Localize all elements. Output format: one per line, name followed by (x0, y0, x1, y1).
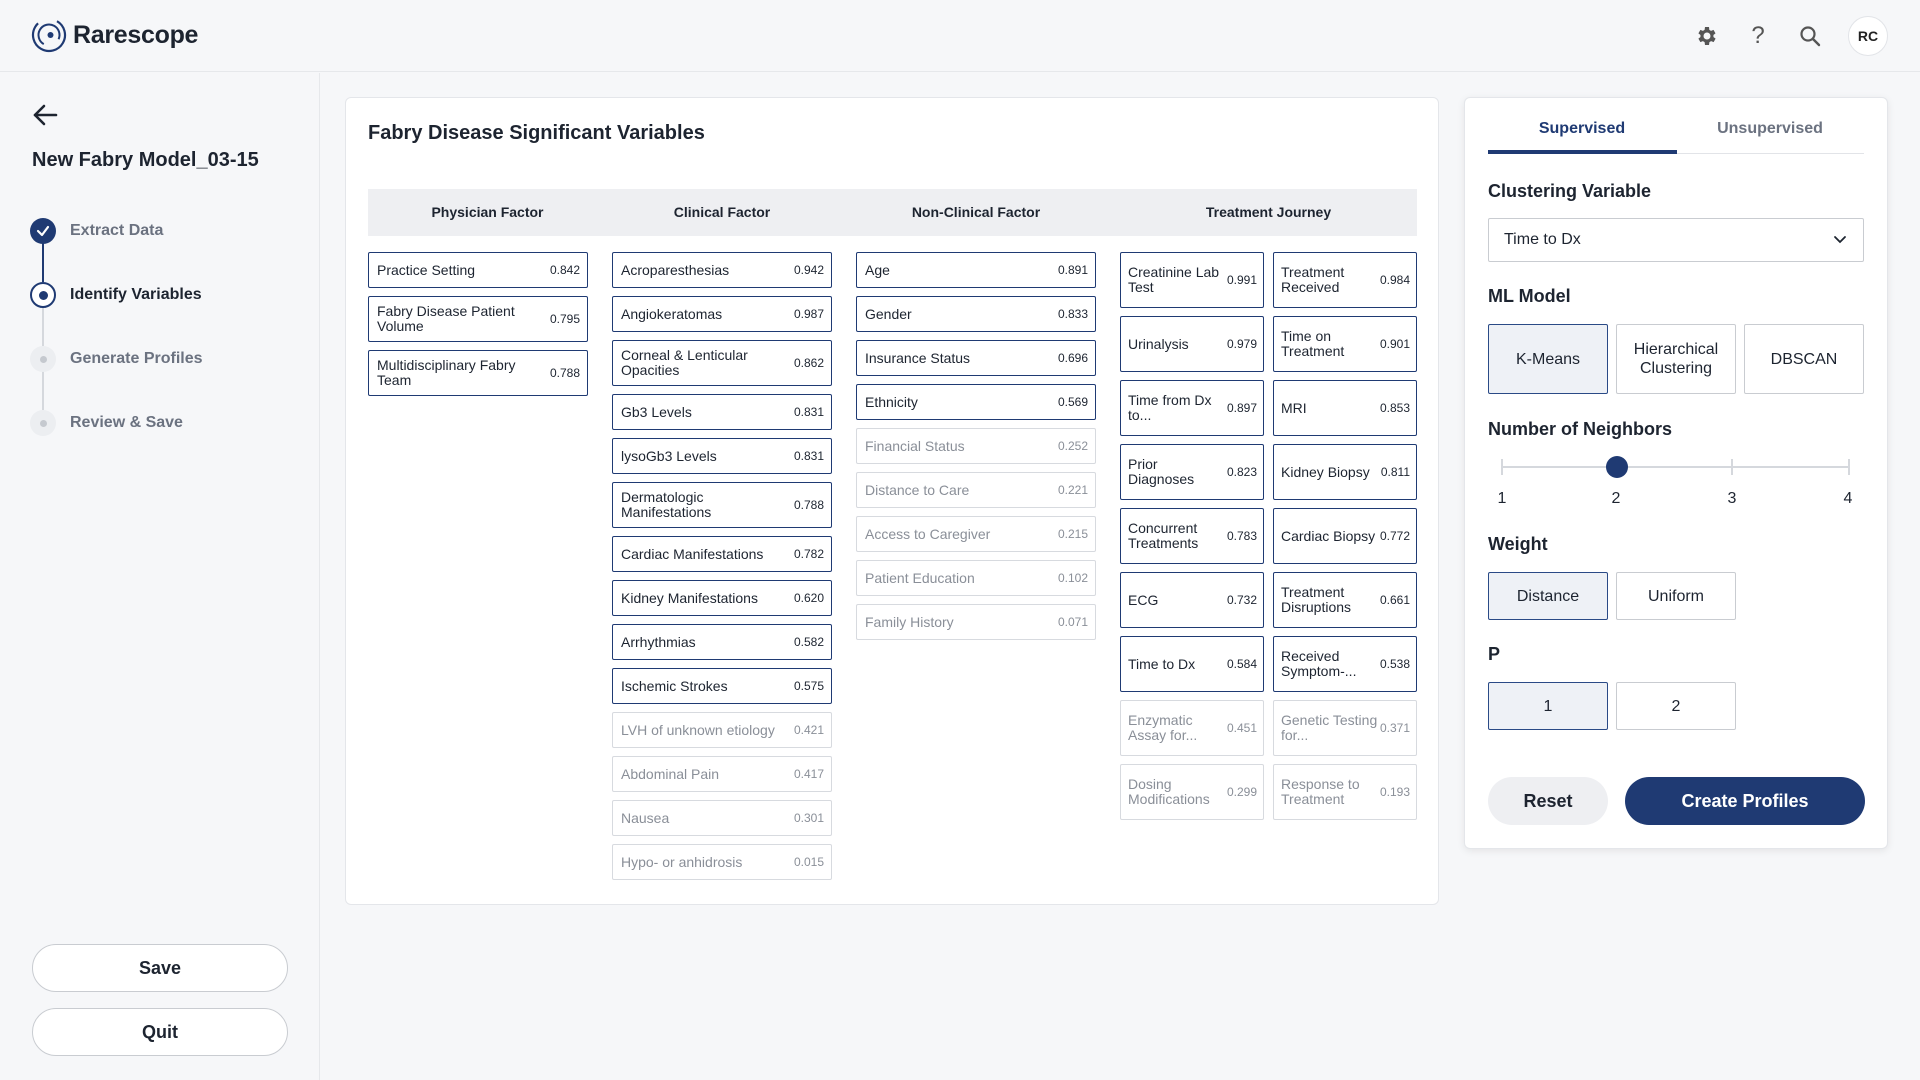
variable-name: Arrhythmias (621, 633, 696, 650)
step-connector (42, 242, 44, 282)
variable-chip[interactable] (1120, 316, 1264, 372)
current-step-icon (30, 282, 56, 308)
variable-score: 0.901 (1379, 337, 1410, 351)
variable-chip[interactable] (612, 580, 832, 616)
variable-chip[interactable] (1273, 380, 1417, 436)
variable-score: 0.102 (1057, 571, 1088, 585)
model-settings-panel (1464, 97, 1888, 849)
variable-chip[interactable] (1120, 700, 1264, 756)
variable-chip[interactable] (612, 252, 832, 288)
variable-name: Insurance Status (865, 349, 971, 366)
variable-score: 0.772 (1379, 529, 1410, 543)
variable-chip[interactable] (1273, 572, 1417, 628)
slider-tick-label: 4 (1843, 490, 1853, 507)
variable-chip[interactable] (1120, 764, 1264, 820)
variable-chip[interactable] (612, 712, 832, 748)
variable-chip[interactable] (856, 296, 1096, 332)
variable-score: 0.451 (1226, 721, 1257, 735)
neighbors-label: Number of Neighbors (1488, 419, 1673, 439)
variable-score: 0.984 (1379, 273, 1410, 287)
p-label: P (1488, 644, 1501, 664)
variable-score: 0.193 (1379, 785, 1410, 799)
variable-score: 0.782 (793, 547, 824, 561)
variable-name: Age (865, 261, 890, 278)
variable-score: 0.897 (1226, 401, 1257, 415)
p-option-1[interactable]: 1 (1488, 682, 1608, 730)
variable-name: Distance to Care (865, 481, 970, 498)
active-tab-indicator (1488, 150, 1677, 154)
step-label: Generate Profiles (70, 350, 203, 367)
variable-chip[interactable] (856, 472, 1096, 508)
variable-name: Ischemic Strokes (621, 677, 728, 694)
column-header-journey: Treatment Journey (1205, 204, 1332, 220)
variable-score: 0.891 (1057, 263, 1088, 277)
variable-chip[interactable] (1120, 252, 1264, 308)
variable-score: 0.991 (1226, 273, 1257, 287)
step-identify-variables[interactable] (30, 282, 202, 308)
step-label: Identify Variables (70, 286, 202, 303)
variable-chip[interactable] (1273, 764, 1417, 820)
variable-name: Fabry Disease Patient Volume (377, 303, 515, 334)
ml-model-dbscan-option[interactable]: DBSCAN (1744, 324, 1864, 394)
chevron-down-icon (1833, 235, 1847, 245)
variable-score: 0.221 (1057, 483, 1088, 497)
variable-chip[interactable] (856, 384, 1096, 420)
variable-name: Cardiac Manifestations (621, 545, 764, 562)
variable-score: 0.071 (1057, 615, 1088, 629)
variable-name: Response to Treatment (1281, 776, 1360, 807)
p-option-2[interactable]: 2 (1616, 682, 1736, 730)
variable-name: Multidisciplinary Fabry Team (377, 357, 516, 388)
variable-name: Abdominal Pain (621, 765, 720, 782)
sidebar (0, 73, 320, 1080)
variable-score: 0.661 (1379, 593, 1410, 607)
variable-score: 0.853 (1379, 401, 1410, 415)
variable-chip[interactable] (1273, 508, 1417, 564)
variable-chip[interactable] (612, 668, 832, 704)
variable-score: 0.299 (1226, 785, 1257, 799)
clustering-variable-label: Clustering Variable (1488, 181, 1652, 201)
variable-chip[interactable] (1273, 316, 1417, 372)
variable-name: Angiokeratomas (621, 305, 723, 322)
variable-score: 0.417 (793, 767, 824, 781)
variable-name: Cardiac Biopsy (1281, 527, 1376, 544)
variable-name: Time on Treatment (1281, 328, 1345, 359)
step-generate-profiles[interactable] (30, 346, 203, 372)
variable-name: Acroparesthesias (621, 261, 730, 278)
variable-score: 0.696 (1057, 351, 1088, 365)
gear-icon[interactable] (1690, 20, 1722, 52)
variable-score: 0.783 (1226, 529, 1257, 543)
variable-chip[interactable] (1273, 700, 1417, 756)
variable-chip[interactable] (612, 296, 832, 332)
variable-chip[interactable] (612, 756, 832, 792)
variable-name: Patient Education (865, 569, 975, 586)
step-connector (42, 306, 44, 346)
tab-supervised[interactable]: Supervised (1538, 120, 1626, 137)
variable-chip[interactable] (612, 536, 832, 572)
variable-chip[interactable] (1273, 444, 1417, 500)
variable-name: MRI (1281, 399, 1307, 416)
variable-name: Practice Setting (377, 261, 476, 278)
variable-name: Family History (865, 613, 954, 630)
variable-score: 0.831 (793, 405, 824, 419)
slider-tick (1731, 459, 1733, 475)
rarescope-logo-icon (31, 17, 67, 53)
variable-chip[interactable] (856, 604, 1096, 640)
clustering-variable-select[interactable] (1488, 218, 1864, 262)
variable-name: Urinalysis (1128, 335, 1189, 352)
variable-score: 0.823 (1226, 465, 1257, 479)
variable-score: 0.371 (1379, 721, 1410, 735)
variable-chip[interactable] (368, 296, 588, 342)
back-arrow-icon[interactable] (30, 100, 60, 130)
pending-step-icon (30, 346, 56, 372)
variable-score: 0.842 (549, 263, 580, 277)
variable-score: 0.833 (1057, 307, 1088, 321)
variable-score: 0.979 (1226, 337, 1257, 351)
variable-chip[interactable] (612, 844, 832, 880)
clustering-variable-value: Time to Dx (1504, 231, 1581, 248)
variable-name: Financial Status (865, 437, 965, 454)
variable-name: Gb3 Levels (621, 403, 692, 420)
variable-chip[interactable] (1120, 380, 1264, 436)
variable-chip[interactable] (856, 428, 1096, 464)
column-header-nonclinical: Non-Clinical Factor (911, 204, 1041, 220)
variable-name: Enzymatic Assay for... (1128, 712, 1198, 743)
variable-name: Kidney Manifestations (621, 589, 758, 606)
variable-name: Hypo- or anhidrosis (621, 853, 743, 870)
check-icon (30, 218, 56, 244)
step-extract-data[interactable] (30, 218, 163, 244)
model-name: New Fabry Model_03-15 (32, 149, 259, 171)
column-header-physician: Physician Factor (431, 204, 544, 220)
step-connector (42, 370, 44, 410)
variable-chip[interactable] (856, 252, 1096, 288)
tab-unsupervised[interactable]: Unsupervised (1717, 120, 1823, 137)
user-avatar[interactable]: RC (1848, 16, 1888, 56)
variable-chip[interactable] (1273, 636, 1417, 692)
variable-name: Nausea (621, 809, 670, 826)
variable-score: 0.862 (793, 356, 824, 370)
search-icon[interactable] (1794, 20, 1826, 52)
variable-name: Corneal & Lenticular Opacities (621, 347, 748, 378)
variable-chip[interactable] (612, 624, 832, 660)
app-logo[interactable] (31, 17, 198, 53)
variable-score: 0.569 (1057, 395, 1088, 409)
variable-score: 0.795 (549, 312, 580, 326)
variable-score: 0.732 (1226, 593, 1257, 607)
variable-score: 0.582 (793, 635, 824, 649)
variable-score: 0.015 (793, 855, 824, 869)
variable-name: Dosing Modifications (1128, 776, 1210, 807)
variable-name: Prior Diagnoses (1128, 456, 1195, 487)
variable-name: ECG (1128, 591, 1159, 608)
variable-name: Dermatologic Manifestations (621, 489, 712, 520)
variable-score: 0.942 (793, 263, 824, 277)
variable-name: Ethnicity (865, 393, 918, 410)
ml-model-label: ML Model (1488, 286, 1571, 306)
variable-score: 0.215 (1057, 527, 1088, 541)
variable-name: Treatment Disruptions (1281, 584, 1352, 615)
variable-score: 0.987 (793, 307, 824, 321)
help-icon[interactable]: ? (1751, 22, 1765, 49)
variable-chip[interactable] (612, 394, 832, 430)
variable-chip[interactable] (368, 350, 588, 396)
variable-chip[interactable] (368, 252, 588, 288)
card-title: Fabry Disease Significant Variables (368, 122, 705, 144)
ml-model-hierarchical-option[interactable]: Hierarchical Clustering (1616, 324, 1736, 394)
step-label: Extract Data (70, 222, 164, 239)
variables-card (345, 97, 1439, 905)
weight-distance-option[interactable]: Distance (1488, 572, 1608, 620)
variable-chip[interactable] (612, 340, 832, 386)
variable-score: 0.252 (1057, 439, 1088, 453)
slider-tick (1848, 459, 1850, 475)
variable-name: Treatment Received (1281, 264, 1345, 295)
top-header (0, 0, 1920, 72)
variable-score: 0.811 (1380, 465, 1410, 479)
variable-score: 0.584 (1226, 657, 1257, 671)
quit-button[interactable]: Quit (32, 1008, 288, 1056)
variable-score: 0.831 (793, 449, 824, 463)
slider-tick-label: 1 (1497, 490, 1507, 507)
variable-score: 0.575 (793, 679, 824, 693)
slider-tick-label: 2 (1611, 490, 1621, 507)
variable-score: 0.788 (793, 498, 824, 512)
variable-chip[interactable] (1120, 444, 1264, 500)
pending-step-icon (30, 410, 56, 436)
weight-uniform-option[interactable]: Uniform (1616, 572, 1736, 620)
slider-tick (1501, 459, 1503, 475)
slider-tick-label: 3 (1727, 490, 1737, 507)
variable-name: Time to Dx (1128, 655, 1196, 672)
variable-name: Creatinine Lab Test (1128, 264, 1220, 295)
reset-button[interactable]: Reset (1488, 777, 1608, 825)
neighbors-slider-thumb[interactable] (1606, 456, 1628, 478)
variable-chip[interactable] (1120, 572, 1264, 628)
step-review-save[interactable] (30, 410, 183, 436)
column-header-bar (368, 189, 1417, 236)
variable-name: Gender (865, 305, 912, 322)
variable-name: LVH of unknown etiology (621, 721, 775, 738)
variable-chip[interactable] (1120, 636, 1264, 692)
column-header-clinical: Clinical Factor (673, 204, 771, 220)
variable-name: Time from Dx to... (1128, 392, 1212, 423)
variable-chip[interactable] (856, 560, 1096, 596)
variable-chip[interactable] (612, 800, 832, 836)
variable-name: Genetic Testing for... (1281, 712, 1378, 743)
save-button[interactable]: Save (32, 944, 288, 992)
variable-score: 0.421 (793, 723, 824, 737)
variable-chip[interactable] (1273, 252, 1417, 308)
variable-chip[interactable] (612, 482, 832, 528)
step-label: Review & Save (70, 414, 183, 431)
neighbors-slider-track[interactable] (1502, 466, 1850, 468)
variable-name: Concurrent Treatments (1128, 520, 1199, 551)
variable-chip[interactable] (856, 340, 1096, 376)
variable-name: lysoGb3 Levels (621, 447, 717, 464)
ml-model-kmeans-option[interactable]: K-Means (1488, 324, 1608, 394)
variable-name: Kidney Biopsy (1281, 463, 1370, 480)
variable-score: 0.788 (549, 366, 580, 380)
variable-chip[interactable] (856, 516, 1096, 552)
app-name: Rarescope (73, 20, 199, 49)
variable-score: 0.538 (1379, 657, 1410, 671)
weight-label: Weight (1488, 534, 1548, 554)
variable-score: 0.301 (793, 811, 824, 825)
variable-name: Access to Caregiver (865, 525, 991, 542)
variable-name: Received Symptom-... (1281, 648, 1357, 679)
create-profiles-button[interactable]: Create Profiles (1625, 777, 1865, 825)
variable-chip[interactable] (1120, 508, 1264, 564)
variable-chip[interactable] (612, 438, 832, 474)
variable-score: 0.620 (793, 591, 824, 605)
